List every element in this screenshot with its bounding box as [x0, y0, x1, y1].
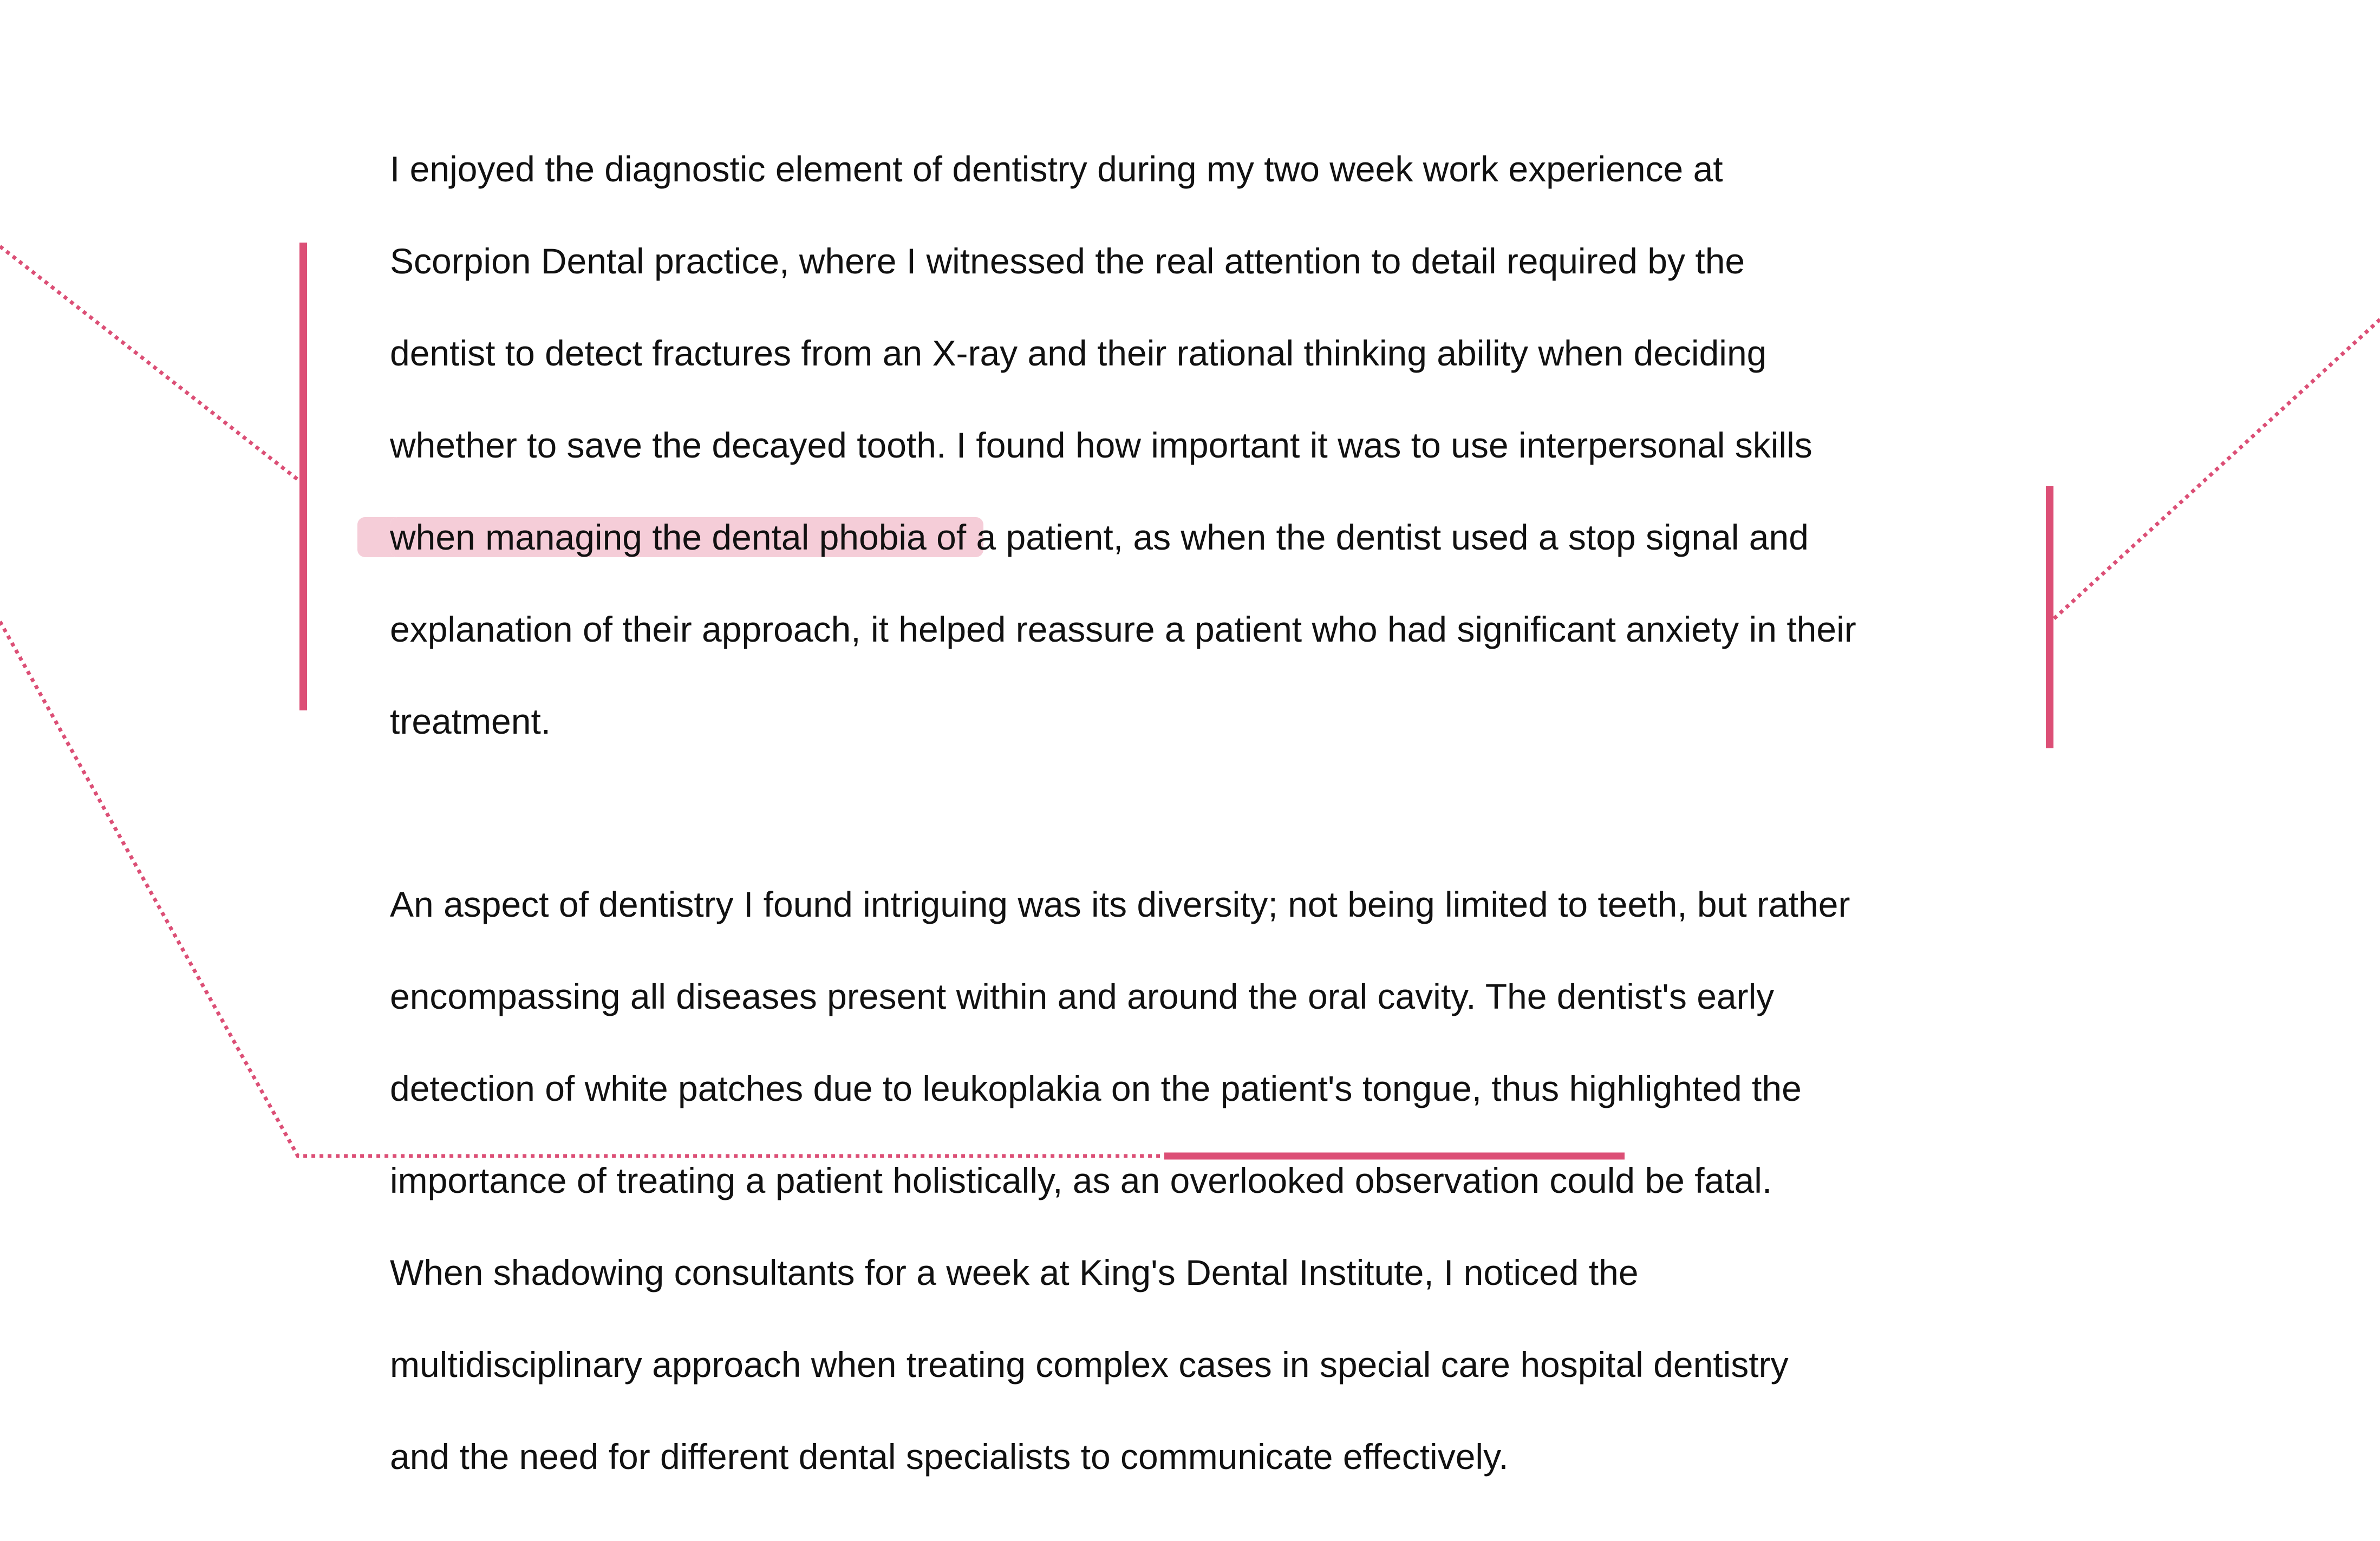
paragraph-1-line-4: whether to save the decayed tooth. I found how important it was to use interpersonal skills — [390, 425, 1812, 465]
highlighted-line-rest: f a patient, as when the dentist used a stop signal and — [956, 517, 1809, 557]
paragraph-2-line-5: When shadowing consultants for a week at King's Dental Institute, I noticed the — [390, 1252, 1639, 1292]
paragraph-1-line-5 — [390, 515, 1809, 559]
paragraph-1-line-3: dentist to detect fractures from an X-ray and their rational thinking ability when deciding — [390, 333, 1767, 373]
left-connector-line-1 — [0, 246, 302, 483]
paragraph-1-line-7: treatment. — [390, 701, 551, 741]
right-connector-line — [2051, 319, 2380, 622]
paragraph-2-line-3: detection of white patches due to leukoplakia on the patient's tongue, thus highlighted the — [390, 1068, 1802, 1108]
highlighted-phrase[interactable]: when managing the dental phobia o — [390, 517, 983, 557]
paragraph-2-line-1: An aspect of dentistry I found intriguing was its diversity; not being limited to teeth, but rather — [390, 884, 1850, 924]
paragraph-2-line-7: and the need for different dental specialists to communicate effectively. — [390, 1436, 1509, 1477]
paragraph-2-line-6: multidisciplinary approach when treating complex cases in special care hospital dentistry — [390, 1344, 1789, 1385]
paragraph-1-line-6: explanation of their approach, it helped reassure a patient who had significant anxiety in their — [390, 609, 1856, 649]
paragraph-2-line-2: encompassing all diseases present within and around the oral cavity. The dentist's early — [390, 976, 1775, 1016]
paragraph-1-line-2: Scorpion Dental practice, where I witnessed the real attention to detail required by the — [390, 241, 1745, 281]
paragraph-1-line-1: I enjoyed the diagnostic element of dentistry during my two week work experience at — [390, 149, 1723, 189]
paragraph-2-line-4: importance of treating a patient holistically, as an overlooked observation could be fatal. — [390, 1160, 1772, 1200]
